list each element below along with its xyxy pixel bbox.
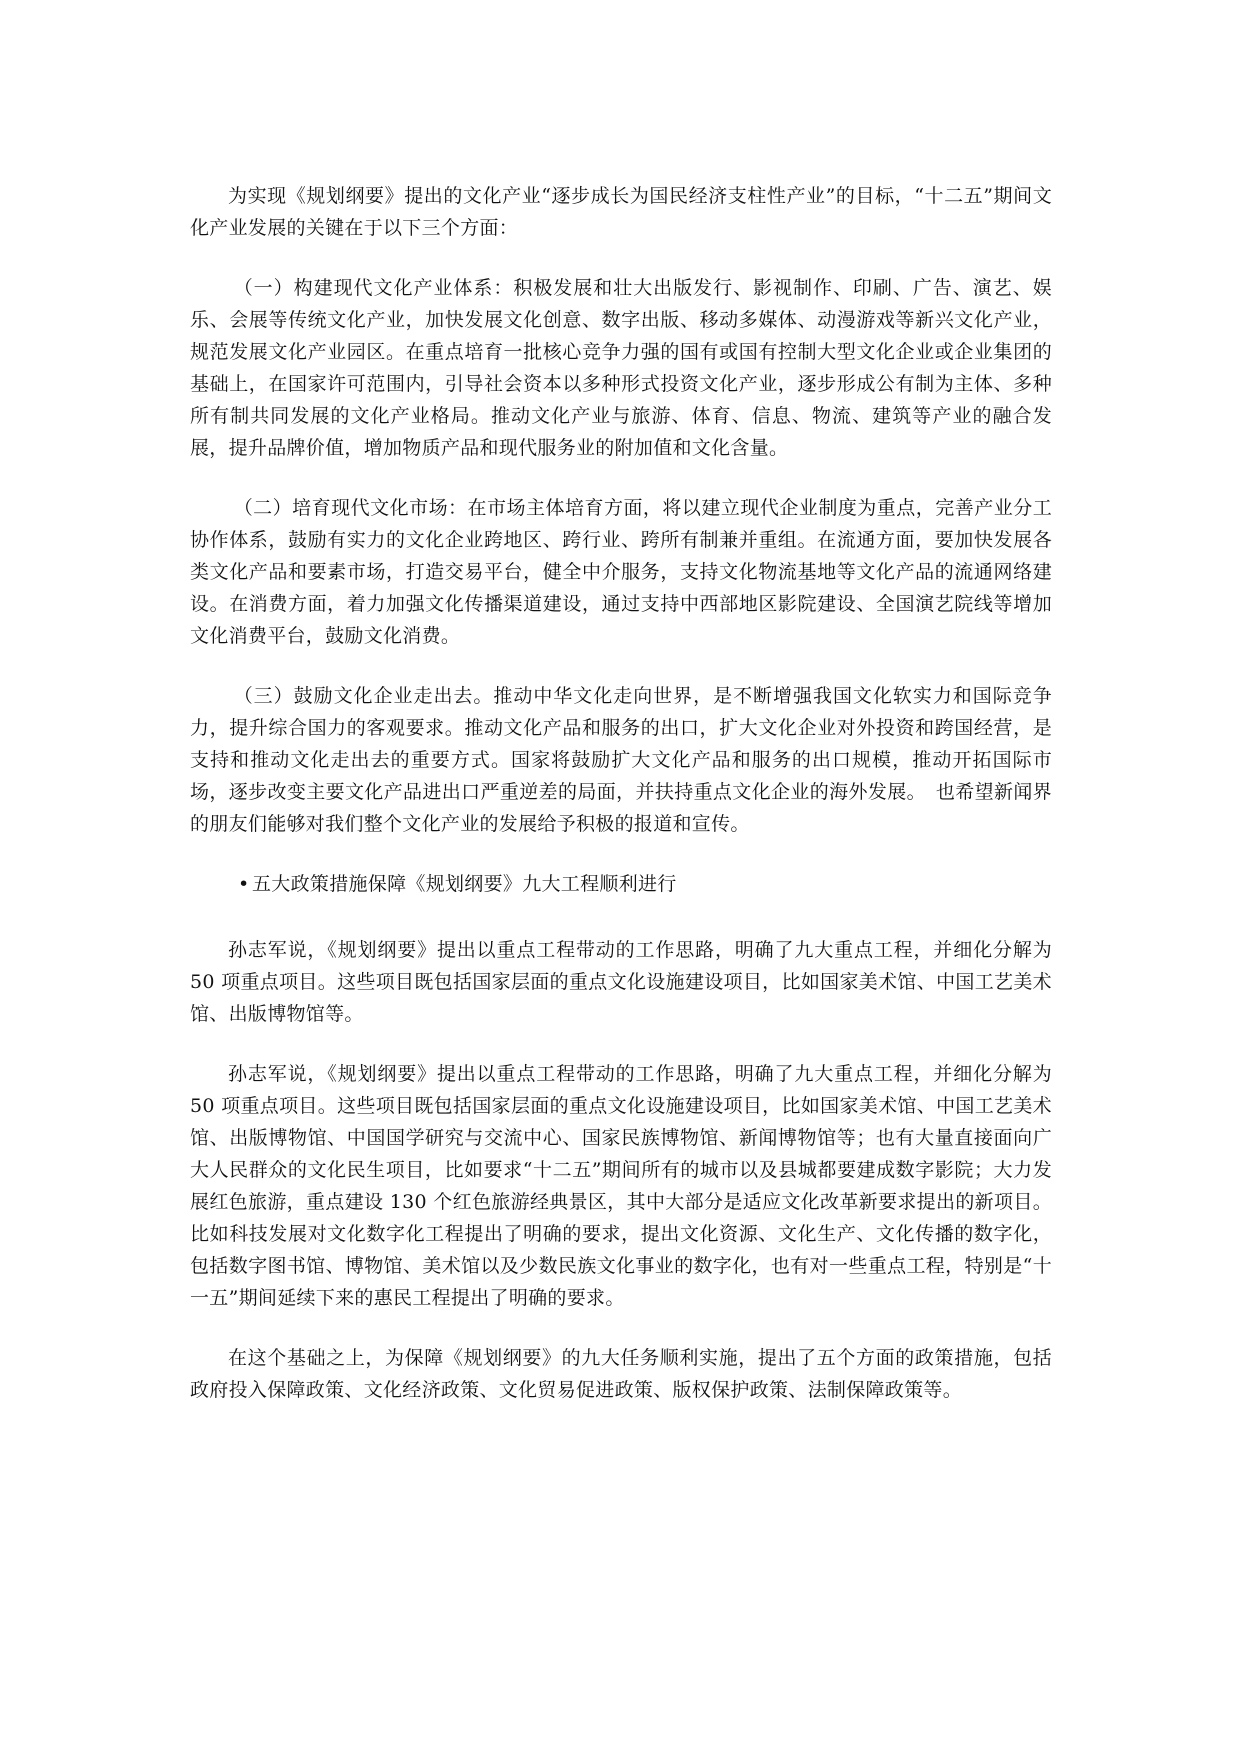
body-paragraph-1: 孙志军说，《规划纲要》提出以重点工程带动的工作思路，明确了九大重点工程，并细化分解为 50 项重点项目。这些项目既包括国家层面的重点文化设施建设项目，比如国家美术馆、中国工艺美术馆、出版博物馆等。 bbox=[190, 939, 1052, 1025]
intro-paragraph: 为实现《规划纲要》提出的文化产业“逐步成长为国民经济支柱性产业”的目标，“十二五”期间文化产业发展的关键在于以下三个方面： bbox=[190, 185, 1052, 239]
section-one-paragraph: （一）构建现代文化产业体系：积极发展和壮大出版发行、影视制作、印刷、广告、演艺、娱乐、会展等传统文化产业，加快发展文化创意、数字出版、移动多媒体、动漫游戏等新兴文化产业，规范发展文化产业园区。在重点培育一批核心竞争力强的国有或国有控制大型文化企业或企业集团的基础上，在国家许可范围内，引导社会资本以多种形式投资文化产业，逐步形成公有制为主体、多种所有制共同发展的文化产业格局。推动文化产业与旅游、体育、信息、物流、建筑等产业的融合发展，提升品牌价值，增加物质产品和现代服务业的附加值和文化含量。 bbox=[190, 277, 1052, 459]
body-paragraph-2: 孙志军说，《规划纲要》提出以重点工程带动的工作思路，明确了九大重点工程，并细化分解为 50 项重点项目。这些项目既包括国家层面的重点文化设施建设项目，比如国家美术馆、中国工艺美术馆、出版博物馆、中国国学研究与交流中心、国家民族博物馆、新闻博物馆等；也有大量直接面向广大人民群众的文化民生项目，比如要求“十二五”期间所有的城市以及县城都要建成数字影院；大力发展红色旅游，重点建设 130 个红色旅游经典景区，其中大部分是适应文化改革新要求提出的新项目。比如科技发展对文化数字化工程提出了明确的要求，提出文化资源、文化生产、文化传播的数字化，包括数字图书馆、博物馆、美术馆以及少数民族文化事业的数字化，也有对一些重点工程，特别是“十一五”期间延续下来的惠民工程提出了明确的要求。 bbox=[190, 1063, 1052, 1309]
section-two-paragraph: （二）培育现代文化市场：在市场主体培育方面，将以建立现代企业制度为重点，完善产业分工协作体系，鼓励有实力的文化企业跨地区、跨行业、跨所有制兼并重组。在流通方面，要加快发展各类文化产品和要素市场，打造交易平台，健全中介服务，支持文化物流基地等文化产品的流通网络建设。在消费方面，着力加强文化传播渠道建设，通过支持中西部地区影院建设、全国演艺院线等增加文化消费平台，鼓励文化消费。 bbox=[190, 497, 1052, 647]
bullet-heading-text: 五大政策措施保障《规划纲要》九大工程顺利进行 bbox=[252, 873, 677, 895]
document-page bbox=[190, 180, 1052, 1434]
body-paragraph-3: 在这个基础之上，为保障《规划纲要》的九大任务顺利实施，提出了五个方面的政策措施，包括政府投入保障政策、文化经济政策、文化贸易促进政策、版权保护政策、法制保障政策等。 bbox=[190, 1347, 1052, 1401]
bullet-dot: • bbox=[238, 873, 250, 895]
bullet-heading bbox=[190, 868, 1052, 900]
section-three-paragraph: （三）鼓励文化企业走出去。推动中华文化走向世界，是不断增强我国文化软实力和国际竞争力，提升综合国力的客观要求。推动文化产品和服务的出口，扩大文化企业对外投资和跨国经营，是支持和推动文化走出去的重要方式。国家将鼓励扩大文化产品和服务的出口规模，推动开拓国际市场，逐步改变主要文化产品进出口严重逆差的局面，并扶持重点文化企业的海外发展。 也希望新闻界的朋友们能够对我们整个文化产业的发展给予积极的报道和宣传。 bbox=[190, 685, 1052, 835]
